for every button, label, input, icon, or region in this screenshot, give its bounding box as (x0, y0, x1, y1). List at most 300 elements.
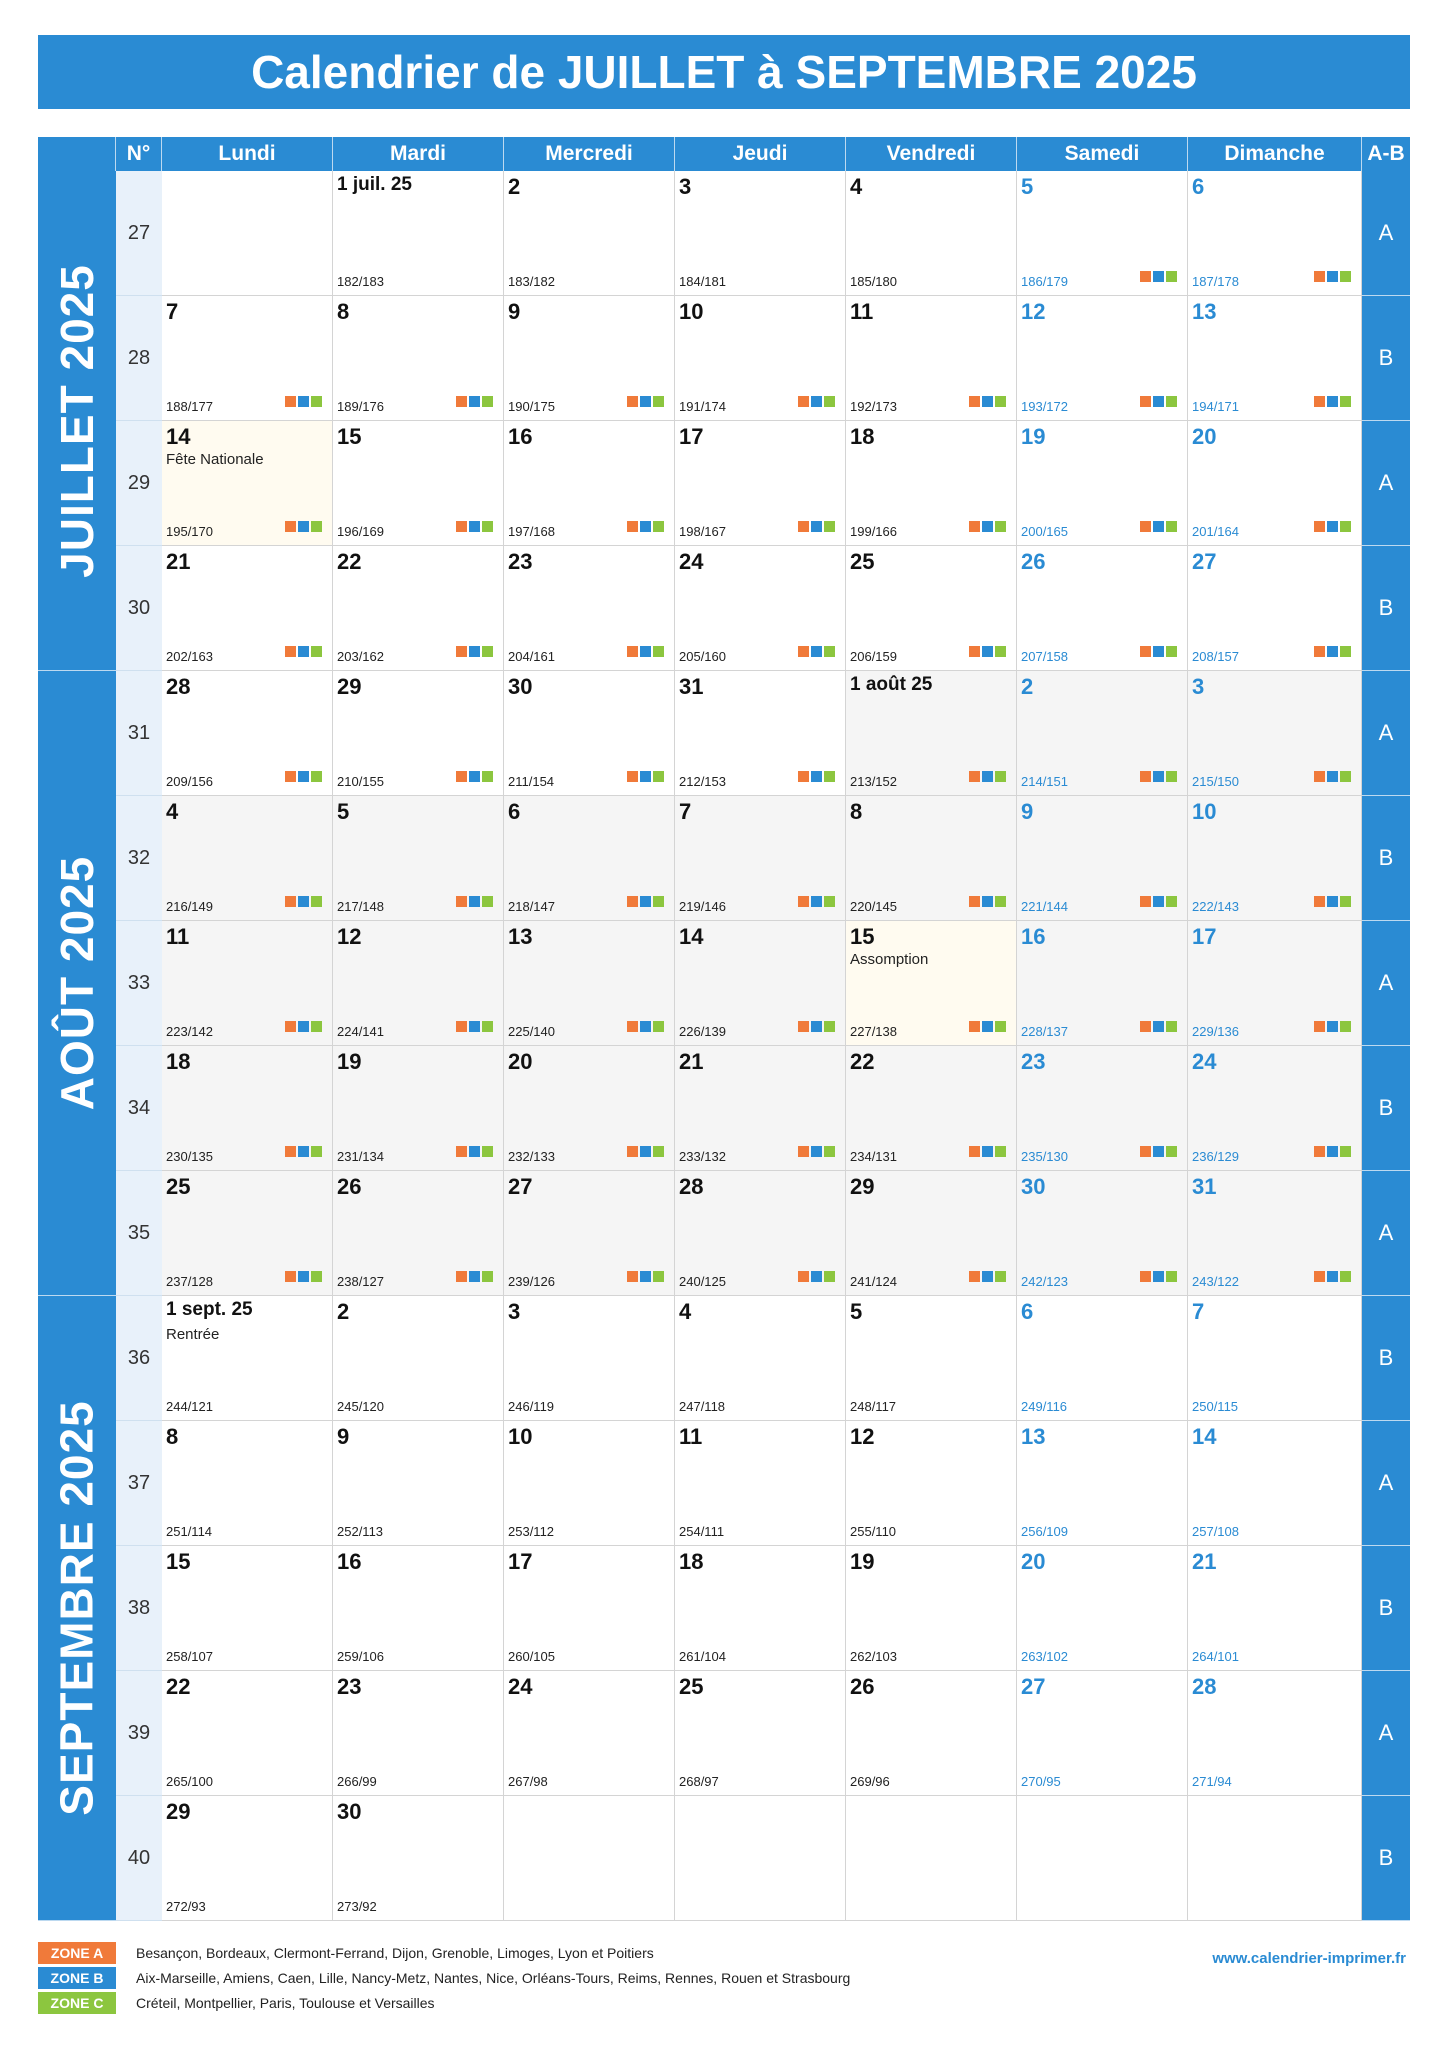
day-cell[interactable] (162, 421, 333, 546)
day-number: 29 (166, 1799, 191, 1824)
zone-c-square-icon (1340, 896, 1351, 907)
zone-a-square-icon (1140, 271, 1151, 282)
day-cell[interactable] (675, 1171, 846, 1296)
day-number: 8 (337, 299, 350, 324)
day-counter: 185/180 (850, 274, 897, 289)
day-counter: 215/150 (1192, 774, 1239, 789)
day-number: 24 (679, 549, 704, 574)
zone-c-square-icon (995, 1271, 1006, 1282)
day-cell[interactable] (846, 796, 1017, 921)
day-cell[interactable] (846, 171, 1017, 296)
day-cell[interactable] (1188, 1421, 1362, 1546)
day-number: 13 (508, 924, 533, 949)
school-holiday-zones-icon (1314, 521, 1351, 532)
zone-b-badge: ZONE B (38, 1967, 116, 1989)
day-cell[interactable] (504, 1421, 675, 1546)
zone-a-square-icon (285, 1146, 296, 1157)
school-holiday-zones-icon (627, 1146, 664, 1157)
zone-c-square-icon (995, 646, 1006, 657)
day-counter: 229/136 (1192, 1024, 1239, 1039)
day-cell[interactable] (846, 1046, 1017, 1171)
zone-c-square-icon (1166, 396, 1177, 407)
zone-b-cities: Aix-Marseille, Amiens, Caen, Lille, Nancy-Metz, Nantes, Nice, Orléans-Tours, Reims, Rennes, Rouen et Strasbourg (136, 1970, 851, 1986)
zone-b-square-icon (1327, 896, 1338, 907)
day-number: 28 (679, 1174, 704, 1199)
zone-c-square-icon (482, 771, 493, 782)
zone-b-square-icon (1327, 1021, 1338, 1032)
day-counter: 187/178 (1192, 274, 1239, 289)
day-number: 16 (1021, 924, 1046, 949)
day-number: 19 (337, 1049, 362, 1074)
day-cell[interactable] (846, 1171, 1017, 1296)
day-counter: 196/169 (337, 524, 384, 539)
school-holiday-zones-icon (969, 1271, 1006, 1282)
zone-b-square-icon (1327, 396, 1338, 407)
day-cell[interactable] (675, 421, 846, 546)
day-cell[interactable] (504, 546, 675, 671)
day-counter: 268/97 (679, 1774, 719, 1789)
day-number: 24 (1192, 1049, 1217, 1074)
day-counter: 247/118 (679, 1399, 726, 1414)
day-cell[interactable] (162, 1171, 333, 1296)
zone-b-square-icon (469, 771, 480, 782)
zone-c-square-icon (995, 1021, 1006, 1032)
website-link[interactable]: www.calendrier-imprimer.fr (1212, 1950, 1406, 1967)
day-counter: 250/115 (1192, 1399, 1239, 1414)
zone-b-square-icon (640, 521, 651, 532)
zone-c-square-icon (824, 646, 835, 657)
day-cell[interactable] (1188, 1296, 1362, 1421)
school-holiday-zones-icon (798, 1271, 835, 1282)
day-counter: 184/181 (679, 274, 726, 289)
day-number: 28 (1192, 1674, 1217, 1699)
day-counter: 267/98 (508, 1774, 548, 1789)
day-counter: 235/130 (1021, 1149, 1068, 1164)
day-counter: 260/105 (508, 1649, 555, 1664)
day-cell[interactable] (1017, 1296, 1188, 1421)
day-number: 6 (508, 799, 521, 824)
school-holiday-zones-icon (1140, 1021, 1177, 1032)
day-cell[interactable] (504, 921, 675, 1046)
zone-a-square-icon (285, 896, 296, 907)
zone-c-square-icon (824, 896, 835, 907)
day-cell[interactable] (1188, 421, 1362, 546)
day-counter: 259/106 (337, 1649, 384, 1664)
day-counter: 209/156 (166, 774, 213, 789)
day-counter: 218/147 (508, 899, 555, 914)
day-cell[interactable] (675, 296, 846, 421)
day-cell[interactable] (333, 421, 504, 546)
zone-c-square-icon (653, 896, 664, 907)
zone-a-square-icon (1140, 521, 1151, 532)
day-counter: 266/99 (337, 1774, 377, 1789)
day-cell[interactable] (504, 296, 675, 421)
day-cell[interactable] (162, 921, 333, 1046)
day-counter: 231/134 (337, 1149, 384, 1164)
day-number: 9 (1021, 799, 1034, 824)
day-cell[interactable] (1017, 921, 1188, 1046)
day-number: 7 (679, 799, 692, 824)
day-counter: 217/148 (337, 899, 384, 914)
ab-week-label: A (1362, 671, 1410, 796)
day-cell[interactable] (162, 1671, 333, 1796)
day-number: 16 (337, 1549, 362, 1574)
zone-a-square-icon (285, 1021, 296, 1032)
school-holiday-zones-icon (285, 646, 322, 657)
zone-a-square-icon (969, 1021, 980, 1032)
day-counter: 232/133 (508, 1149, 555, 1164)
day-number: 26 (1021, 549, 1046, 574)
day-counter: 263/102 (1021, 1649, 1068, 1664)
day-cell[interactable] (1188, 546, 1362, 671)
day-cell[interactable] (675, 1421, 846, 1546)
zone-a-square-icon (798, 896, 809, 907)
day-counter: 264/101 (1192, 1649, 1239, 1664)
school-holiday-zones-icon (456, 1021, 493, 1032)
school-holiday-zones-icon (627, 1021, 664, 1032)
zone-a-square-icon (627, 396, 638, 407)
day-cell[interactable] (1188, 1546, 1362, 1671)
school-holiday-zones-icon (285, 1021, 322, 1032)
day-cell[interactable] (1188, 1046, 1362, 1171)
month-label-text: SEPTEMBRE 2025 (51, 1400, 104, 1816)
day-cell[interactable] (675, 1296, 846, 1421)
day-note: Fête Nationale (166, 451, 264, 468)
day-cell[interactable] (1188, 296, 1362, 421)
school-holiday-zones-icon (798, 521, 835, 532)
day-cell[interactable] (504, 1671, 675, 1796)
zone-b-square-icon (469, 646, 480, 657)
day-counter: 233/132 (679, 1149, 726, 1164)
zone-a-square-icon (1314, 1146, 1325, 1157)
day-cell[interactable] (846, 1296, 1017, 1421)
day-counter: 258/107 (166, 1649, 213, 1664)
header-lundi: Lundi (162, 137, 333, 171)
zone-c-square-icon (824, 1146, 835, 1157)
day-cell[interactable] (1188, 796, 1362, 921)
day-cell[interactable] (333, 1046, 504, 1171)
zone-a-square-icon (1314, 646, 1325, 657)
zone-c-square-icon (1340, 1271, 1351, 1282)
zone-a-square-icon (969, 521, 980, 532)
zone-c-square-icon (1340, 771, 1351, 782)
day-cell[interactable] (333, 171, 504, 296)
day-cell[interactable] (504, 1296, 675, 1421)
school-holiday-zones-icon (798, 1146, 835, 1157)
month-label-1 (38, 171, 116, 671)
zone-b-square-icon (982, 646, 993, 657)
zone-c-square-icon (995, 1146, 1006, 1157)
day-number: 6 (1021, 1299, 1034, 1324)
day-number: 2 (337, 1299, 350, 1324)
day-counter: 208/157 (1192, 649, 1239, 664)
day-cell[interactable] (162, 546, 333, 671)
school-holiday-zones-icon (456, 896, 493, 907)
day-counter: 257/108 (1192, 1524, 1239, 1539)
day-cell[interactable] (333, 1296, 504, 1421)
zone-b-square-icon (982, 771, 993, 782)
zone-c-square-icon (995, 521, 1006, 532)
day-cell[interactable] (675, 546, 846, 671)
day-counter: 230/135 (166, 1149, 213, 1164)
zone-b-square-icon (1153, 521, 1164, 532)
day-cell[interactable] (675, 171, 846, 296)
school-holiday-zones-icon (1140, 521, 1177, 532)
school-holiday-zones-icon (798, 396, 835, 407)
week-number: 30 (116, 546, 162, 671)
school-holiday-zones-icon (1314, 896, 1351, 907)
day-counter: 269/96 (850, 1774, 890, 1789)
day-counter: 211/154 (508, 774, 555, 789)
day-cell (1017, 1796, 1188, 1921)
day-cell[interactable] (1017, 1421, 1188, 1546)
day-cell[interactable] (1017, 421, 1188, 546)
zone-b-square-icon (298, 646, 309, 657)
ab-week-label: B (1362, 1796, 1410, 1921)
day-cell[interactable] (1017, 671, 1188, 796)
day-counter: 273/92 (337, 1899, 377, 1914)
zone-a-square-icon (1314, 1271, 1325, 1282)
day-cell[interactable] (1017, 1046, 1188, 1171)
day-counter: 234/131 (850, 1149, 897, 1164)
day-cell[interactable] (1188, 921, 1362, 1046)
day-cell[interactable] (1017, 796, 1188, 921)
zone-c-square-icon (482, 896, 493, 907)
day-number: 5 (850, 1299, 863, 1324)
school-holiday-zones-icon (1140, 896, 1177, 907)
school-holiday-zones-icon (627, 771, 664, 782)
zone-a-square-icon (285, 646, 296, 657)
zone-c-square-icon (1340, 521, 1351, 532)
day-cell[interactable] (504, 421, 675, 546)
day-counter: 221/144 (1021, 899, 1068, 914)
day-counter: 193/172 (1021, 399, 1068, 414)
day-cell[interactable] (162, 1046, 333, 1171)
day-cell[interactable] (504, 1546, 675, 1671)
day-counter: 201/164 (1192, 524, 1239, 539)
school-holiday-zones-icon (1140, 396, 1177, 407)
day-cell[interactable] (333, 671, 504, 796)
day-number: 10 (679, 299, 704, 324)
zone-b-square-icon (982, 396, 993, 407)
day-cell[interactable] (162, 1296, 333, 1421)
day-cell[interactable] (1017, 1171, 1188, 1296)
school-holiday-zones-icon (627, 396, 664, 407)
day-cell[interactable] (333, 1171, 504, 1296)
week-number: 37 (116, 1421, 162, 1546)
day-cell[interactable] (675, 1546, 846, 1671)
zone-a-square-icon (798, 1146, 809, 1157)
day-number: 17 (508, 1549, 533, 1574)
day-cell[interactable] (504, 1171, 675, 1296)
day-cell[interactable] (162, 796, 333, 921)
school-holiday-zones-icon (1314, 771, 1351, 782)
day-cell[interactable] (162, 1421, 333, 1546)
day-cell[interactable] (333, 1796, 504, 1921)
day-counter: 219/146 (679, 899, 726, 914)
zone-c-square-icon (653, 1271, 664, 1282)
page-title: Calendrier de JUILLET à SEPTEMBRE 2025 (38, 35, 1410, 109)
zone-a-square-icon (285, 396, 296, 407)
day-number: 22 (337, 549, 362, 574)
day-cell[interactable] (1017, 171, 1188, 296)
zone-a-square-icon (798, 771, 809, 782)
day-cell[interactable] (333, 1421, 504, 1546)
day-number: 16 (508, 424, 533, 449)
ab-week-label: B (1362, 1546, 1410, 1671)
zone-a-square-icon (969, 771, 980, 782)
day-cell[interactable] (846, 1421, 1017, 1546)
school-holiday-zones-icon (627, 521, 664, 532)
school-holiday-zones-icon (969, 771, 1006, 782)
day-cell (504, 1796, 675, 1921)
zone-c-square-icon (1166, 1021, 1177, 1032)
day-number: 13 (1192, 299, 1217, 324)
zone-a-square-icon (1140, 896, 1151, 907)
day-counter: 206/159 (850, 649, 897, 664)
zone-a-square-icon (627, 521, 638, 532)
day-cell[interactable] (333, 1671, 504, 1796)
day-counter: 225/140 (508, 1024, 555, 1039)
day-cell (846, 1796, 1017, 1921)
header-samedi: Samedi (1017, 137, 1188, 171)
school-holiday-zones-icon (1314, 396, 1351, 407)
day-cell[interactable] (162, 1796, 333, 1921)
day-cell[interactable] (846, 1546, 1017, 1671)
day-number: 22 (850, 1049, 875, 1074)
zone-b-square-icon (982, 521, 993, 532)
zone-b-square-icon (469, 896, 480, 907)
day-cell[interactable] (1017, 1546, 1188, 1671)
zone-b-square-icon (469, 1146, 480, 1157)
zone-c-square-icon (1166, 896, 1177, 907)
day-cell[interactable] (846, 1671, 1017, 1796)
day-cell[interactable] (162, 1546, 333, 1671)
school-holiday-zones-icon (1140, 271, 1177, 282)
day-cell[interactable] (846, 546, 1017, 671)
zone-c-square-icon (482, 1021, 493, 1032)
day-cell[interactable] (1188, 1671, 1362, 1796)
zone-b-square-icon (469, 521, 480, 532)
day-cell[interactable] (504, 171, 675, 296)
day-cell[interactable] (333, 546, 504, 671)
day-cell[interactable] (675, 921, 846, 1046)
day-counter: 227/138 (850, 1024, 897, 1039)
school-holiday-zones-icon (627, 1271, 664, 1282)
day-number: 2 (508, 174, 521, 199)
zone-c-square-icon (1340, 646, 1351, 657)
zone-b-square-icon (1327, 646, 1338, 657)
day-cell[interactable] (1188, 671, 1362, 796)
day-cell[interactable] (162, 671, 333, 796)
day-cell[interactable] (1017, 546, 1188, 671)
day-cell[interactable] (675, 671, 846, 796)
zone-a-square-icon (1314, 896, 1325, 907)
day-counter: 246/119 (508, 1399, 555, 1414)
day-cell (675, 1796, 846, 1921)
day-cell[interactable] (675, 1671, 846, 1796)
day-cell[interactable] (846, 421, 1017, 546)
week-number: 31 (116, 671, 162, 796)
day-cell[interactable] (504, 671, 675, 796)
zone-c-square-icon (311, 896, 322, 907)
school-holiday-zones-icon (285, 1271, 322, 1282)
zone-c-square-icon (1166, 521, 1177, 532)
zone-c-square-icon (653, 396, 664, 407)
day-cell[interactable] (675, 796, 846, 921)
week-number: 36 (116, 1296, 162, 1421)
day-number: 30 (508, 674, 533, 699)
day-cell[interactable] (333, 1546, 504, 1671)
ab-week-label: B (1362, 1046, 1410, 1171)
zone-b-square-icon (811, 896, 822, 907)
school-holiday-zones-icon (1314, 1271, 1351, 1282)
day-counter: 224/141 (337, 1024, 384, 1039)
day-number: 15 (166, 1549, 191, 1574)
day-cell[interactable] (846, 921, 1017, 1046)
zone-b-square-icon (811, 1146, 822, 1157)
zone-c-square-icon (995, 396, 1006, 407)
zone-c-square-icon (824, 771, 835, 782)
day-number: 15 (850, 924, 875, 949)
day-counter: 249/116 (1021, 1399, 1068, 1414)
day-cell[interactable] (1017, 296, 1188, 421)
day-counter: 202/163 (166, 649, 213, 664)
zone-b-square-icon (640, 896, 651, 907)
header-ab: A-B (1362, 137, 1410, 171)
zone-b-square-icon (640, 1146, 651, 1157)
day-cell[interactable] (846, 296, 1017, 421)
zone-a-square-icon (456, 896, 467, 907)
day-cell[interactable] (504, 796, 675, 921)
day-counter: 242/123 (1021, 1274, 1068, 1289)
zone-a-square-icon (969, 896, 980, 907)
zone-a-square-icon (285, 1271, 296, 1282)
day-cell[interactable] (162, 296, 333, 421)
day-number: 20 (1192, 424, 1217, 449)
day-cell[interactable] (846, 671, 1017, 796)
zone-a-square-icon (969, 396, 980, 407)
day-number: 18 (166, 1049, 191, 1074)
zone-legend (38, 1942, 1410, 2018)
day-cell[interactable] (504, 1046, 675, 1171)
day-number: 29 (850, 1174, 875, 1199)
zone-b-square-icon (811, 396, 822, 407)
day-cell[interactable] (675, 1046, 846, 1171)
day-cell[interactable] (333, 296, 504, 421)
zone-b-square-icon (811, 771, 822, 782)
zone-c-square-icon (1166, 1146, 1177, 1157)
day-cell[interactable] (1188, 1171, 1362, 1296)
day-counter: 203/162 (337, 649, 384, 664)
zone-c-square-icon (1340, 396, 1351, 407)
day-number: 5 (337, 799, 350, 824)
day-number: 11 (850, 299, 874, 324)
day-cell[interactable] (1188, 171, 1362, 296)
day-cell[interactable] (333, 921, 504, 1046)
school-holiday-zones-icon (1314, 646, 1351, 657)
day-cell[interactable] (333, 796, 504, 921)
header-mardi: Mardi (333, 137, 504, 171)
school-holiday-zones-icon (798, 646, 835, 657)
day-number: 28 (166, 674, 191, 699)
day-cell[interactable] (1017, 1671, 1188, 1796)
day-counter: 245/120 (337, 1399, 384, 1414)
day-counter: 261/104 (679, 1649, 726, 1664)
zone-b-square-icon (1153, 396, 1164, 407)
zone-a-square-icon (285, 771, 296, 782)
day-counter: 216/149 (166, 899, 213, 914)
